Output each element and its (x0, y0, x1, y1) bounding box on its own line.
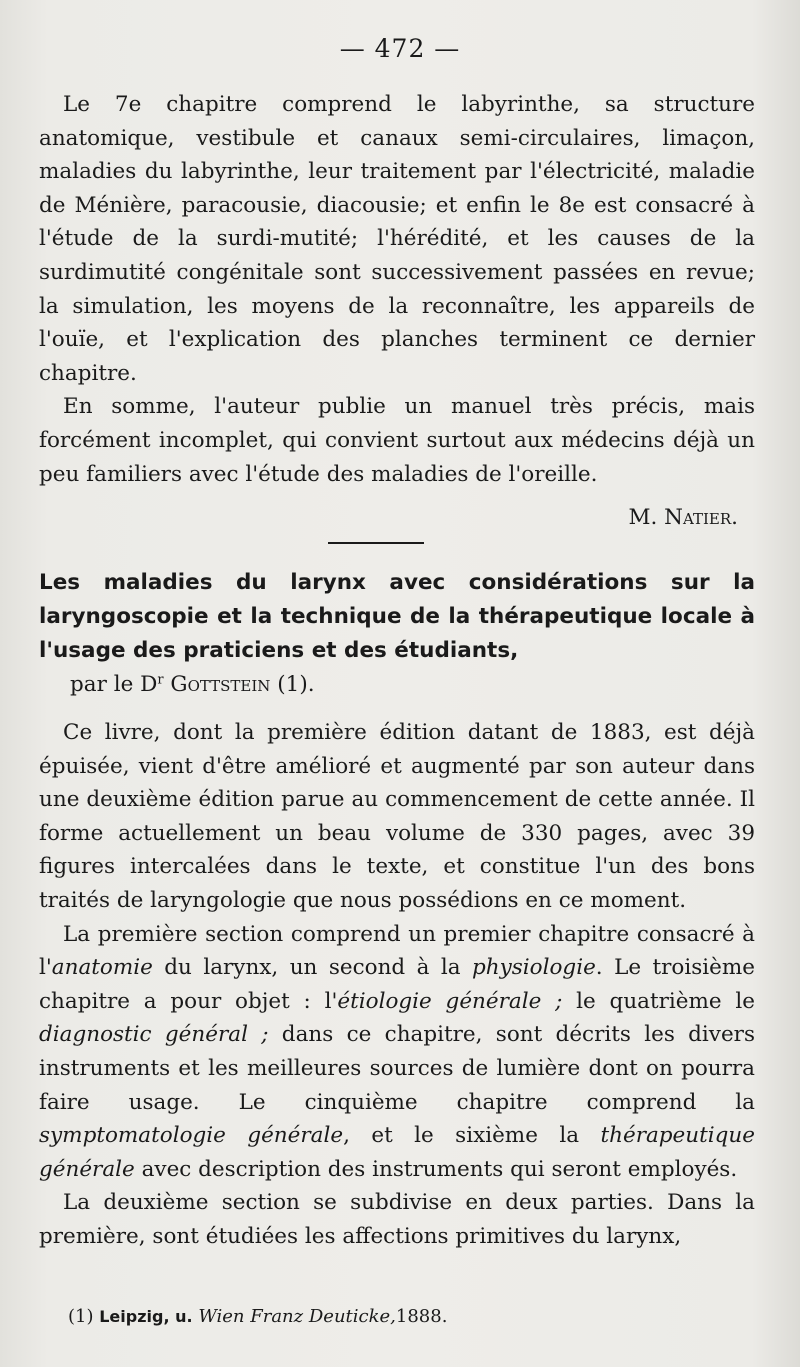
text-run: dans ce chapitre, sont décrits les divers instruments et les meilleures sources de lumière dont on pourra faire usage. Le cinquième chapitre comprend la (39, 1022, 755, 1115)
paragraph: La deuxième section se subdivise en deux parties. Dans la première, sont étudiées les affections primitives du larynx, (39, 1190, 755, 1249)
text-run: . Le troisième chapitre a pour objet : l' (39, 955, 755, 1014)
paragraph: Le 7e chapitre comprend le labyrinthe, sa structure anatomique, vestibule et canaux semi-circulaires, limaçon, maladies du labyrinthe, leur traitement par l'électricité, maladie de Ménière, paracousie, diacousie; et enfin le 8e est consacré à l'étude de la surdi-mutité; l'hérédité, et les causes de la surdimutité congénitale sont successivement passées en revue; la simulation, les moyens de la reconnaître, les appareils de l'ouïe, et l'explication des planches terminent ce dernier chapitre. (39, 92, 755, 386)
text-run: du larynx, un second à la (152, 955, 472, 981)
text-run: La première section comprend un premier chapitre consacré à l' (39, 921, 755, 981)
footnote-place: Leipzig, u. (99, 1307, 193, 1326)
byline (70, 672, 315, 697)
byline-sup: r (157, 672, 164, 688)
footnote-ref: (1). (277, 672, 315, 697)
byline-prefix: par le D (70, 672, 158, 697)
text-run: avec description des instruments qui seront employés. (134, 1156, 738, 1182)
footnote-year: 1888. (395, 1306, 448, 1327)
paragraph: En somme, l'auteur publie un manuel très précis, mais forcément incomplet, qui convient surtout aux médecins déjà un peu familiers avec l'étude des maladies de l'oreille. (39, 394, 755, 487)
review-title: Les maladies du larynx avec considérations sur la laryngoscopie et la technique de la thérapeutique locale à l'usage des praticiens et des étudiants, (39, 570, 755, 663)
italic-term: thérapeutique générale (39, 1123, 755, 1182)
signature: M. Natier. (628, 505, 738, 530)
italic-term: étiologie générale ; (337, 988, 563, 1014)
paragraph (39, 918, 755, 1187)
italic-term: diagnostic général ; (39, 1022, 269, 1048)
footnote-publisher: Wien Franz Deuticke, (198, 1306, 396, 1327)
review-gottstein-text (39, 716, 755, 1254)
footnote-number: (1) (68, 1306, 94, 1327)
text-run: , et le sixième la (343, 1123, 601, 1149)
footnote (68, 1306, 447, 1327)
text-run: le quatrième le (562, 988, 756, 1014)
page-number: — 472 — (339, 34, 461, 63)
paragraph: Ce livre, dont la première édition datant de 1883, est déjà épuisée, vient d'être amélioré et augmenté par son auteur dans une deuxième édition parue au commencement de cette année. Il forme actuellement un beau volume de 330 pages, avec 39 figures intercalées dans le texte, et constitue l'un des bons traités de laryngologie que nous possédions en ce moment. (39, 720, 755, 913)
italic-term: symptomatologie générale (39, 1123, 344, 1149)
review-nativer-text (39, 88, 755, 491)
author-name: Gottstein (170, 672, 271, 697)
italic-term: anatomie (51, 955, 153, 981)
italic-term: physiologie (472, 955, 596, 981)
section-divider (328, 542, 424, 544)
